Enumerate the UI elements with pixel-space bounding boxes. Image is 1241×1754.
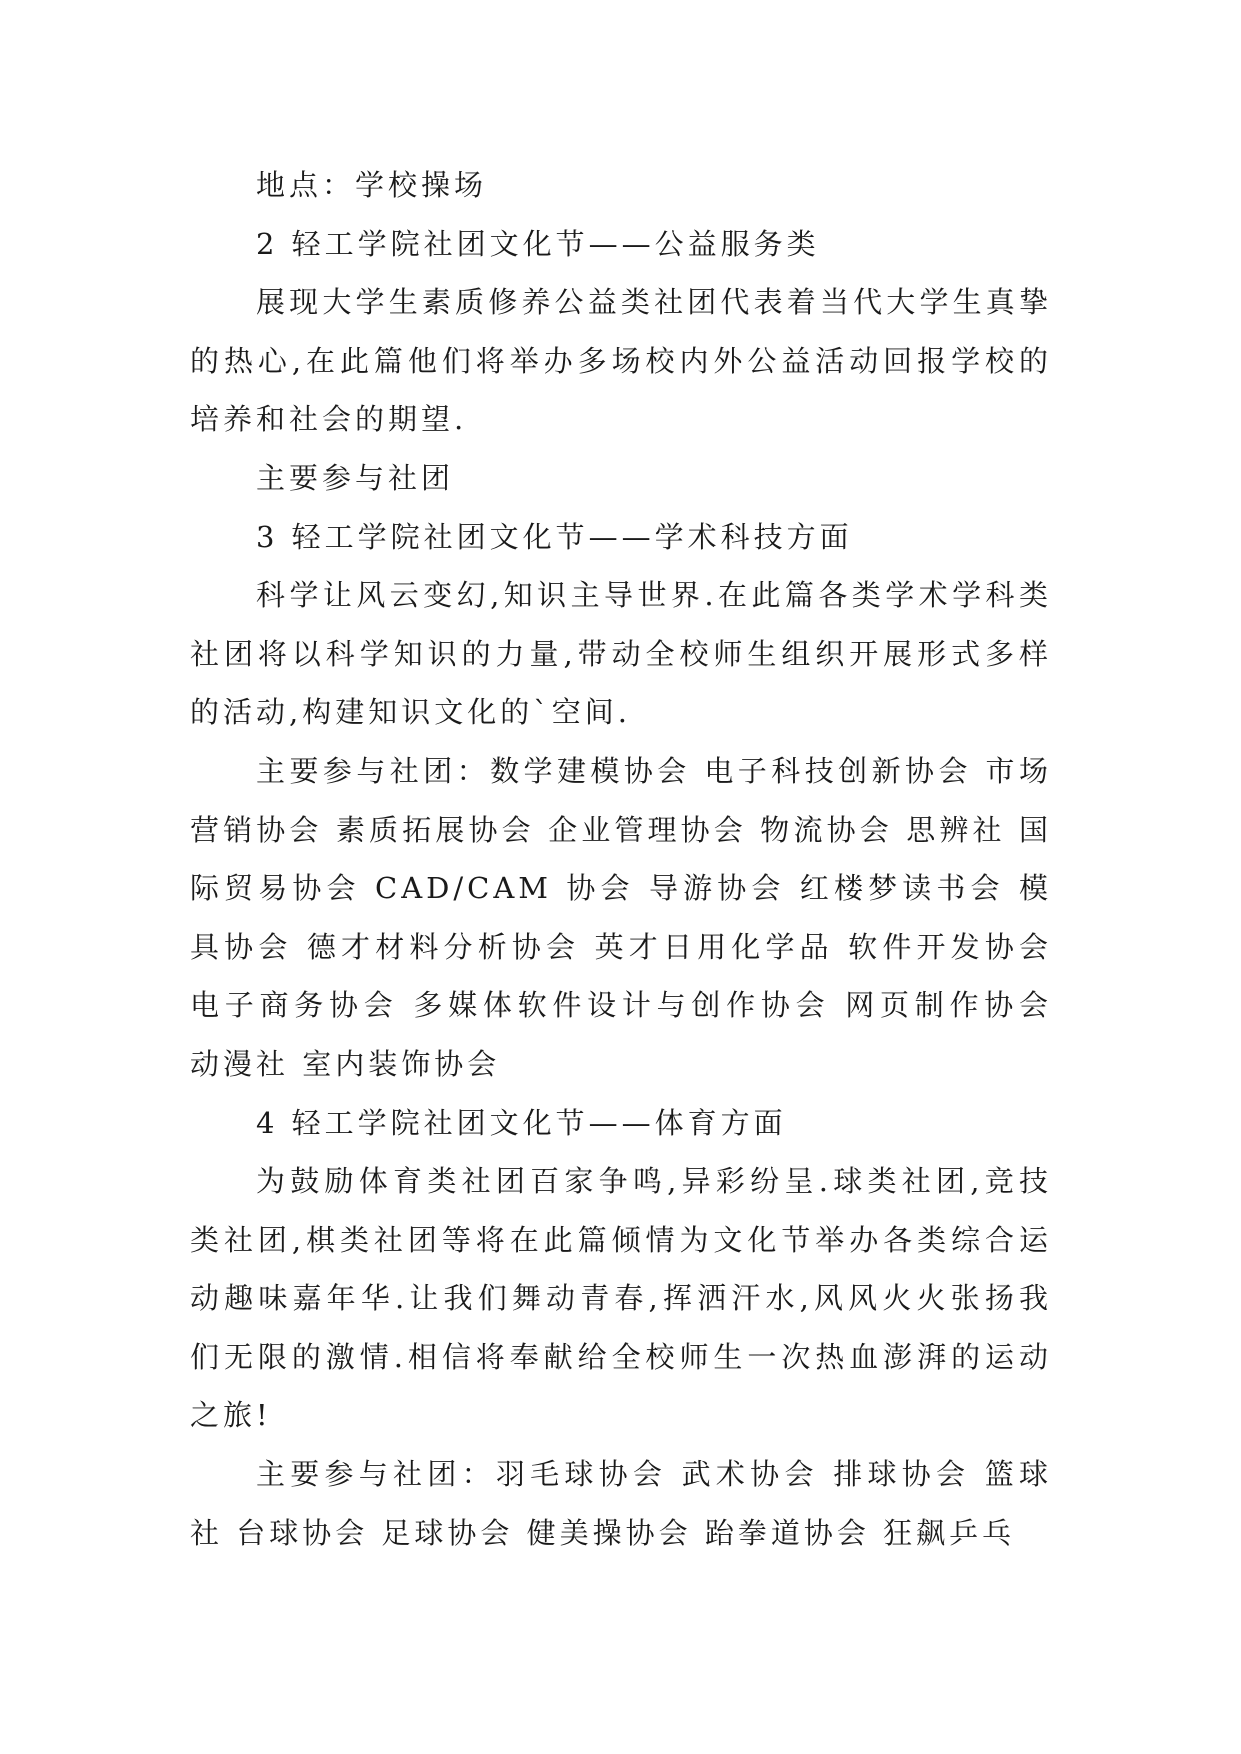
- paragraph-academic-tech: 科学让风云变幻,知识主导世界.在此篇各类学术学科类社团将以科学知识的力量,带动全校师生组织开展形式多样的活动,构建知识文化的`空间.: [190, 578, 1052, 730]
- paragraph-location: 地点：学校操场: [256, 168, 488, 202]
- paragraph-sports: 为鼓励体育类社团百家争鸣,异彩纷呈.球类社团,竞技类社团,棋类社团等将在此篇倾情为文化节举办各类综合运动趣味嘉年华.让我们舞动青春,挥洒汗水,风风火火张扬我们无限的激情.相信将奉献给全校师生一次热血澎湃的运动之旅!: [190, 1164, 1052, 1433]
- paragraph-academic-clubs: 主要参与社团：数学建模协会 电子科技创新协会 市场营销协会 素质拓展协会 企业管理协会 物流协会 思辨社 国际贸易协会 CAD/CAM 协会 导游协会 红楼梦读书会 模具协会 德才材料分析协会 英才日用化学品 软件开发协会 电子商务协会 多媒体软件设计与创作协会 网页制作协会 动漫社 室内装饰协会: [190, 753, 1052, 1081]
- heading-public-service: 2 轻工学院社团文化节——公益服务类: [256, 226, 820, 261]
- document-body: [190, 156, 1052, 1562]
- paragraph-public-service: 展现大学生素质修养公益类社团代表着当代大学生真挚的热心,在此篇他们将举办多场校内外公益活动回报学校的培养和社会的期望.: [190, 285, 1052, 437]
- heading-sports: 4 轻工学院社团文化节——体育方面: [256, 1105, 787, 1140]
- heading-academic-tech: 3 轻工学院社团文化节——学术科技方面: [256, 519, 853, 554]
- paragraph-sports-clubs: 主要参与社团：羽毛球协会 武术协会 排球协会 篮球社 台球协会 足球协会 健美操协会 跆拳道协会 狂飙乒乓: [190, 1457, 1052, 1550]
- paragraph-main-clubs-label: 主要参与社团: [256, 460, 455, 495]
